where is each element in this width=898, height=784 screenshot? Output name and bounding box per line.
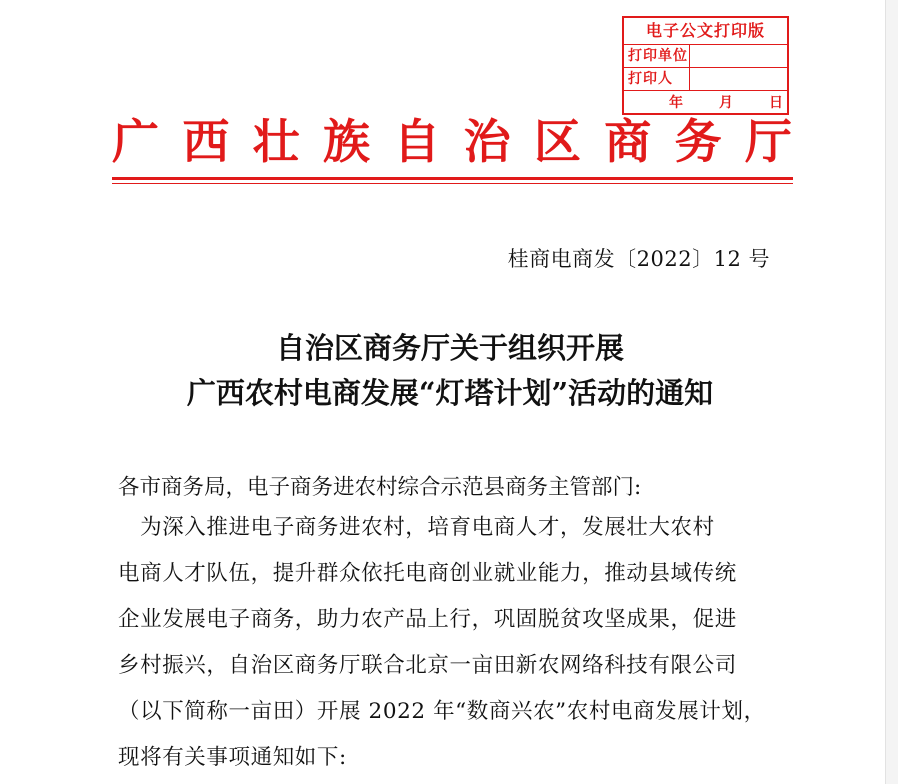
- paragraph-line: 现将有关事项通知如下:: [118, 745, 347, 770]
- org-char: 族: [322, 115, 370, 170]
- stamp-title: 电子公文打印版: [624, 18, 787, 45]
- org-char: 务: [674, 115, 722, 170]
- paragraph-line: 乡村振兴，自治区商务厅联合北京一亩田新农网络科技有限公司: [118, 653, 737, 678]
- paragraph-line: 企业发展电子商务，助力农产品上行，巩固脱贫攻坚成果，促进: [118, 607, 737, 632]
- document-number: 桂商电商发〔2022〕12 号: [507, 247, 770, 271]
- stamp-year: 年: [669, 95, 683, 111]
- salutation: 各市商务局，电子商务进农村综合示范县商务主管部门:: [118, 475, 642, 500]
- paragraph-line: 电商人才队伍，提升群众依托电商创业就业能力，推动县域传统: [118, 561, 737, 586]
- document-title-line-1: 自治区商务厅关于组织开展: [275, 331, 624, 365]
- org-char: 治: [463, 115, 511, 170]
- stamp-printer-value: [690, 68, 787, 90]
- org-char: 厅: [744, 115, 792, 170]
- issuing-organization-title: [112, 114, 792, 172]
- stamp-day: 日: [769, 95, 783, 111]
- org-char: 自: [393, 115, 441, 170]
- stamp-row-print-unit: [624, 45, 787, 68]
- vertical-scrollbar[interactable]: [885, 0, 898, 784]
- stamp-print-unit-label: 打印单位: [624, 45, 690, 67]
- org-char: 商: [604, 115, 652, 170]
- stamp-date-row: [624, 91, 787, 116]
- org-char: 壮: [252, 115, 300, 170]
- stamp-print-unit-value: [690, 45, 787, 67]
- paragraph-line: （以下简称一亩田）开展 2022 年“数商兴农”农村电商发展计划，: [118, 699, 766, 724]
- print-stamp-box: [622, 16, 789, 115]
- org-char: 广: [112, 115, 159, 170]
- header-red-rule-thin: [112, 183, 793, 184]
- document-title-line-2: 广西农村电商发展“灯塔计划”活动的通知: [186, 376, 714, 410]
- paragraph-line: 为深入推进电子商务进农村，培育电商人才，发展壮大农村: [118, 515, 715, 540]
- header-red-rule-thick: [112, 177, 793, 180]
- org-char: 区: [533, 115, 581, 170]
- document-title: [100, 326, 800, 416]
- stamp-printer-label: 打印人: [624, 68, 690, 90]
- stamp-month: 月: [719, 95, 733, 111]
- stamp-row-printer: [624, 68, 787, 91]
- org-char: 西: [182, 115, 230, 170]
